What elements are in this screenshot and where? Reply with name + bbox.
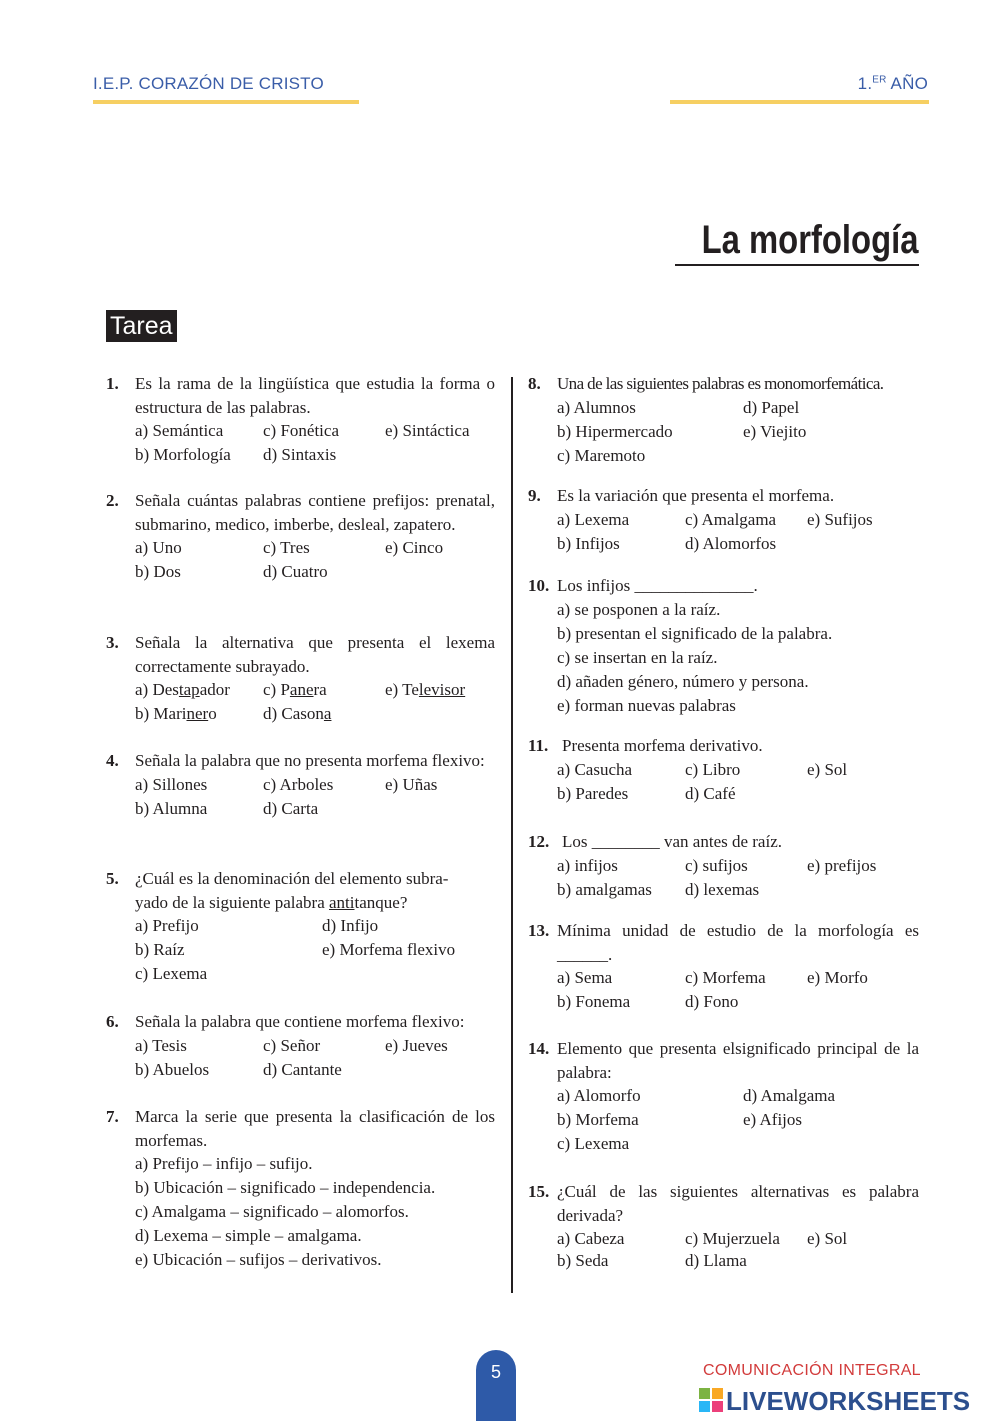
option[interactable]: c) Panera bbox=[263, 680, 327, 699]
liveworksheets-logo-icon bbox=[699, 1388, 723, 1412]
option[interactable]: b) Abuelos bbox=[135, 1059, 210, 1079]
question-stem: Elemento que presenta elsignificado principal de la palabra: bbox=[557, 1039, 919, 1082]
option[interactable]: b) Hipermercado bbox=[557, 421, 673, 441]
option[interactable]: e) Uñas bbox=[385, 774, 438, 794]
option[interactable]: e) Sol bbox=[807, 759, 848, 779]
question-stem: ¿Cuál es la denominación del elemento subra- yado de la siguiente palabra antitanque? bbox=[135, 869, 449, 912]
question-number: 15. bbox=[528, 1182, 550, 1201]
question-stem: Es la rama de la lingüística que estudia la forma o estructura de las palabras. bbox=[135, 374, 495, 417]
question-stem: Señala la palabra que contiene morfema flexivo: bbox=[135, 1012, 465, 1031]
option[interactable]: d) Cantante bbox=[263, 1059, 342, 1079]
option[interactable]: d) añaden género, número y persona. bbox=[557, 671, 809, 691]
question-12 bbox=[528, 830, 919, 902]
option[interactable]: d) Café bbox=[685, 783, 736, 803]
question-number: 4. bbox=[106, 751, 119, 770]
option[interactable]: b) Paredes bbox=[557, 783, 629, 803]
question-number: 13. bbox=[528, 921, 550, 940]
question-stem: Marca la serie que presenta la clasificación de los morfemas. bbox=[135, 1107, 495, 1150]
question-stem: Es la variación que presenta el morfema. bbox=[557, 486, 835, 505]
question-2 bbox=[106, 489, 495, 584]
section-label: Tarea bbox=[106, 310, 177, 342]
option[interactable]: e) Sufijos bbox=[807, 509, 873, 529]
column-divider bbox=[511, 377, 513, 1293]
option[interactable]: e) Ubicación – sufijos – derivativos. bbox=[135, 1250, 382, 1269]
option[interactable]: d) Alomorfos bbox=[685, 533, 777, 553]
question-15 bbox=[528, 1180, 919, 1275]
option[interactable]: c) se insertan en la raíz. bbox=[557, 647, 718, 667]
question-8 bbox=[528, 372, 919, 468]
option[interactable]: a) Lexema bbox=[557, 509, 630, 529]
option[interactable]: c) sufijos bbox=[685, 855, 748, 875]
header-rule-left bbox=[93, 100, 359, 104]
option[interactable]: e) Cinco bbox=[385, 538, 444, 557]
question-number: 5. bbox=[106, 869, 119, 888]
option[interactable]: d) lexemas bbox=[685, 879, 760, 899]
option[interactable]: a) Uno bbox=[135, 538, 182, 557]
option[interactable]: c) Libro bbox=[685, 759, 741, 779]
course-name: COMUNICACIÓN INTEGRAL bbox=[703, 1362, 921, 1379]
option[interactable]: c) Arboles bbox=[263, 774, 334, 794]
option[interactable]: c) Mujerzuela bbox=[685, 1229, 780, 1248]
question-number: 12. bbox=[528, 832, 550, 851]
option[interactable]: d) Llama bbox=[685, 1251, 747, 1270]
page-title: La morfología bbox=[701, 218, 918, 262]
option[interactable]: b) Ubicación – significado – independencia. bbox=[135, 1178, 436, 1197]
option[interactable]: c) Amalgama bbox=[685, 509, 777, 529]
question-stem: Los ________ van antes de raíz. bbox=[562, 832, 782, 851]
question-3 bbox=[106, 631, 495, 726]
liveworksheets-brand[interactable]: LIVEWORKSHEETS bbox=[726, 1386, 971, 1416]
title-underline bbox=[675, 264, 919, 266]
option[interactable]: b) amalgamas bbox=[557, 879, 652, 899]
question-number: 7. bbox=[106, 1107, 119, 1126]
question-stem: Los infijos ______________. bbox=[557, 576, 758, 595]
option[interactable]: e) Televisor bbox=[385, 680, 466, 699]
question-4 bbox=[106, 749, 495, 821]
grade-label: 1.$^{ER}$ AÑO bbox=[857, 74, 928, 93]
option[interactable]: e) Sol bbox=[807, 1229, 848, 1248]
option[interactable]: b) presentan el significado de la palabra. bbox=[557, 623, 833, 643]
option[interactable]: c) Tres bbox=[263, 538, 310, 557]
page-number: 5 bbox=[476, 1350, 516, 1421]
question-number: 1. bbox=[106, 374, 119, 393]
option[interactable]: a) Casucha bbox=[557, 759, 633, 779]
question-stem: ¿Cuál de las siguientes alternativas es palabra derivada? bbox=[557, 1182, 919, 1225]
option[interactable]: b) Marinero bbox=[135, 704, 217, 723]
option[interactable]: a) Alumnos bbox=[557, 397, 636, 417]
option[interactable]: b) Morfología bbox=[135, 445, 231, 464]
option[interactable]: e) Sintáctica bbox=[385, 421, 470, 440]
question-11 bbox=[528, 734, 919, 806]
option[interactable]: d) Papel bbox=[743, 397, 800, 417]
option[interactable]: b) Raíz bbox=[135, 940, 185, 959]
header-rule-right bbox=[670, 100, 929, 104]
option[interactable]: d) Lexema – simple – amalgama. bbox=[135, 1226, 362, 1245]
option[interactable]: d) Carta bbox=[263, 798, 319, 818]
option[interactable]: c) Maremoto bbox=[557, 445, 646, 465]
question-14 bbox=[528, 1037, 919, 1156]
option[interactable]: a) Prefijo bbox=[135, 916, 199, 935]
option[interactable]: d) Cuatro bbox=[263, 562, 328, 581]
question-number: 11. bbox=[528, 736, 549, 755]
option[interactable]: c) Amalgama – significado – alomorfos. bbox=[135, 1202, 409, 1221]
question-number: 3. bbox=[106, 633, 119, 652]
option[interactable]: e) Morfo bbox=[807, 968, 868, 987]
option[interactable]: a) Sema bbox=[557, 968, 613, 987]
option[interactable]: d) Infijo bbox=[322, 916, 379, 935]
option[interactable]: d) Sintaxis bbox=[263, 445, 337, 464]
option[interactable]: a) Tesis bbox=[135, 1035, 187, 1055]
question-stem: Una de las siguientes palabras es monomorfemática. bbox=[557, 374, 884, 393]
option[interactable]: e) forman nuevas palabras bbox=[557, 695, 736, 715]
option[interactable]: c) Lexema bbox=[135, 964, 208, 983]
question-1 bbox=[106, 372, 495, 467]
option[interactable]: e) prefijos bbox=[807, 855, 877, 875]
option[interactable]: b) Infijos bbox=[557, 533, 620, 553]
option[interactable]: e) Viejito bbox=[743, 421, 807, 441]
option[interactable]: d) Casona bbox=[263, 704, 332, 723]
question-7 bbox=[106, 1105, 495, 1272]
option[interactable]: a) Destapador bbox=[135, 680, 230, 699]
school-name: I.E.P. CORAZÓN DE CRISTO bbox=[93, 74, 324, 93]
question-number: 6. bbox=[106, 1012, 119, 1031]
question-number: 14. bbox=[528, 1039, 550, 1058]
option[interactable]: e) Jueves bbox=[385, 1035, 448, 1055]
option[interactable]: a) Alomorfo bbox=[557, 1086, 641, 1105]
option[interactable]: e) Morfema flexivo bbox=[322, 940, 456, 959]
question-number: 10. bbox=[528, 576, 550, 595]
question-number: 2. bbox=[106, 491, 119, 510]
option[interactable]: a) infijos bbox=[557, 855, 618, 875]
question-10 bbox=[528, 574, 919, 718]
option[interactable]: c) Morfema bbox=[685, 968, 766, 987]
question-5 bbox=[106, 867, 495, 986]
option[interactable]: a) Prefijo – infijo – sufijo. bbox=[135, 1154, 313, 1173]
question-number: 8. bbox=[528, 374, 541, 393]
question-9 bbox=[528, 484, 919, 556]
option[interactable]: a) Sillones bbox=[135, 774, 208, 794]
question-6 bbox=[106, 1010, 495, 1082]
question-13 bbox=[528, 919, 919, 1014]
option[interactable]: b) Dos bbox=[135, 562, 181, 581]
option[interactable]: c) Fonética bbox=[263, 421, 339, 440]
option[interactable]: c) Señor bbox=[263, 1035, 321, 1055]
option[interactable]: a) Semántica bbox=[135, 421, 224, 440]
option[interactable]: a) Cabeza bbox=[557, 1229, 625, 1248]
option[interactable]: a) se posponen a la raíz. bbox=[557, 599, 721, 619]
question-stem: Presenta morfema derivativo. bbox=[562, 736, 763, 755]
option[interactable]: d) Fono bbox=[685, 992, 739, 1011]
option[interactable]: d) Amalgama bbox=[743, 1086, 836, 1105]
question-stem: Señala la alternativa que presenta el lexema correctamente subrayado. bbox=[135, 633, 495, 676]
question-stem: Señala la palabra que no presenta morfema flexivo: bbox=[135, 751, 485, 770]
question-stem: Mínima unidad de estudio de la morfología es ______. bbox=[557, 921, 919, 964]
question-number: 9. bbox=[528, 486, 541, 505]
option[interactable]: b) Seda bbox=[557, 1251, 609, 1270]
option[interactable]: b) Morfema bbox=[557, 1110, 639, 1129]
question-stem: Señala cuántas palabras contiene prefijos: prenatal, submarino, medico, imberbe, desleal, zapatero. bbox=[135, 491, 495, 534]
option[interactable]: b) Alumna bbox=[135, 798, 208, 818]
option[interactable]: c) Lexema bbox=[557, 1134, 630, 1153]
option[interactable]: e) Afijos bbox=[743, 1110, 803, 1129]
option[interactable]: b) Fonema bbox=[557, 992, 631, 1011]
